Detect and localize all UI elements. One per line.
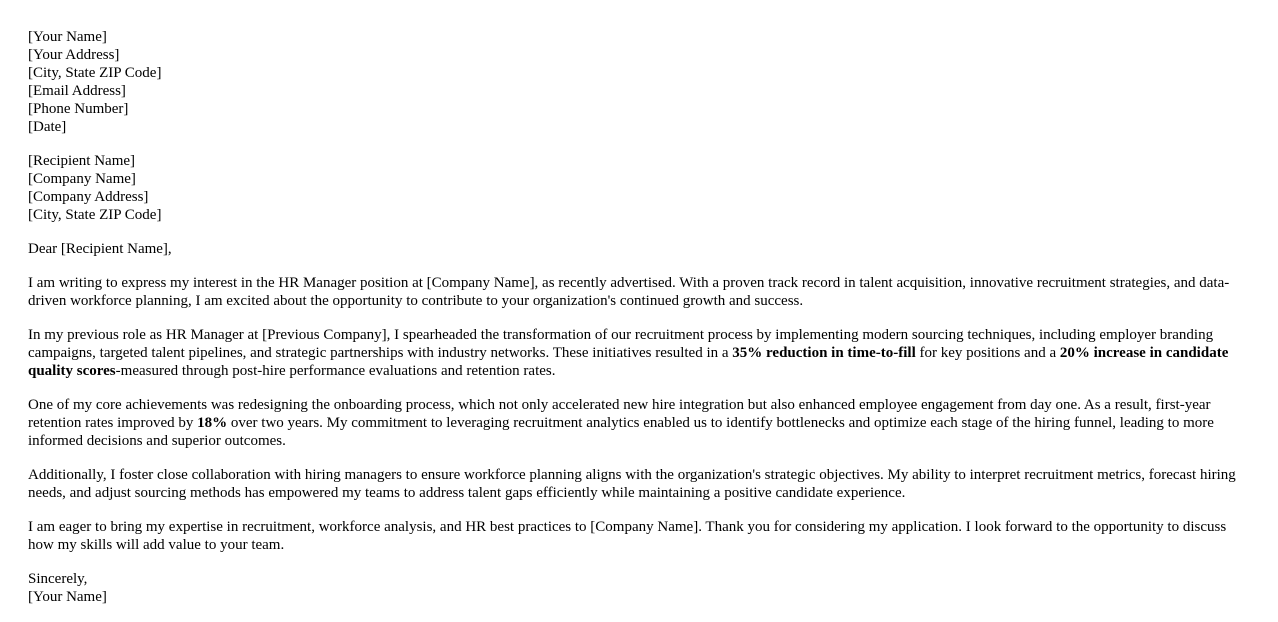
sender-address: [Your Address]	[28, 47, 120, 63]
letter-date: [Date]	[28, 119, 67, 135]
sender-name: [Your Name]	[28, 29, 107, 45]
signature-name: [Your Name]	[28, 589, 107, 605]
paragraph-onboarding	[28, 396, 1250, 450]
sender-block	[28, 28, 1250, 136]
paragraph-previous-role	[28, 326, 1250, 380]
paragraph-text: -measured through post-hire performance evaluations and retention rates.	[115, 363, 556, 379]
recipient-company: [Company Name]	[28, 171, 136, 187]
paragraph-closing: I am eager to bring my expertise in recruitment, workforce analysis, and HR best practices to [Company Name]. Thank you for considering my application. I look forward to the opportunity to discuss how my skills will add value to your team.	[28, 519, 1227, 553]
recipient-address: [Company Address]	[28, 189, 149, 205]
sender-city-state-zip: [City, State ZIP Code]	[28, 65, 162, 81]
paragraph-text: for key positions and a	[915, 345, 1060, 361]
recipient-city-state-zip: [City, State ZIP Code]	[28, 207, 162, 223]
cover-letter	[28, 28, 1250, 622]
sender-phone: [Phone Number]	[28, 101, 129, 117]
salutation: Dear [Recipient Name],	[28, 241, 172, 257]
highlight-retention: 18%	[197, 415, 228, 431]
valediction: Sincerely,	[28, 571, 88, 587]
paragraph-text: over two years. My commitment to leveraging recruitment analytics enabled us to identify bottlenecks and optimize each stage of the hiring funnel, leading to more informed decisions and superior outcomes.	[28, 415, 1214, 449]
paragraph-intro: I am writing to express my interest in the HR Manager position at [Company Name], as recently advertised. With a proven track record in talent acquisition, innovative recruitment strategies, and data-driven workforce planning, I am excited about the opportunity to contribute to your organization's continued growth and success.	[28, 275, 1230, 309]
paragraph-text: One of my core achievements was redesigning the onboarding process, which not only accelerated new hire integration but also enhanced employee engagement from day one. As a result, first-year retention rates improved by	[28, 397, 1211, 431]
recipient-name: [Recipient Name]	[28, 153, 136, 169]
sender-email: [Email Address]	[28, 83, 126, 99]
paragraph-collaboration: Additionally, I foster close collaboration with hiring managers to ensure workforce planning aligns with the organization's strategic objectives. My ability to interpret recruitment metrics, forecast hiring needs, and adjust sourcing methods has empowered my teams to address talent gaps efficiently while maintaining a positive candidate experience.	[28, 467, 1236, 501]
highlight-candidate-quality: 20% increase in candidate quality scores	[28, 345, 1229, 379]
paragraph-text: In my previous role as HR Manager at [Previous Company], I spearheaded the transformation of our recruitment process by implementing modern sourcing techniques, including employer branding campaigns, targeted talent pipelines, and strategic partnerships with industry networks. These initiatives resulted in a	[28, 327, 1214, 361]
recipient-block	[28, 152, 1250, 224]
highlight-time-to-fill: 35% reduction in time-to-fill	[732, 345, 916, 361]
